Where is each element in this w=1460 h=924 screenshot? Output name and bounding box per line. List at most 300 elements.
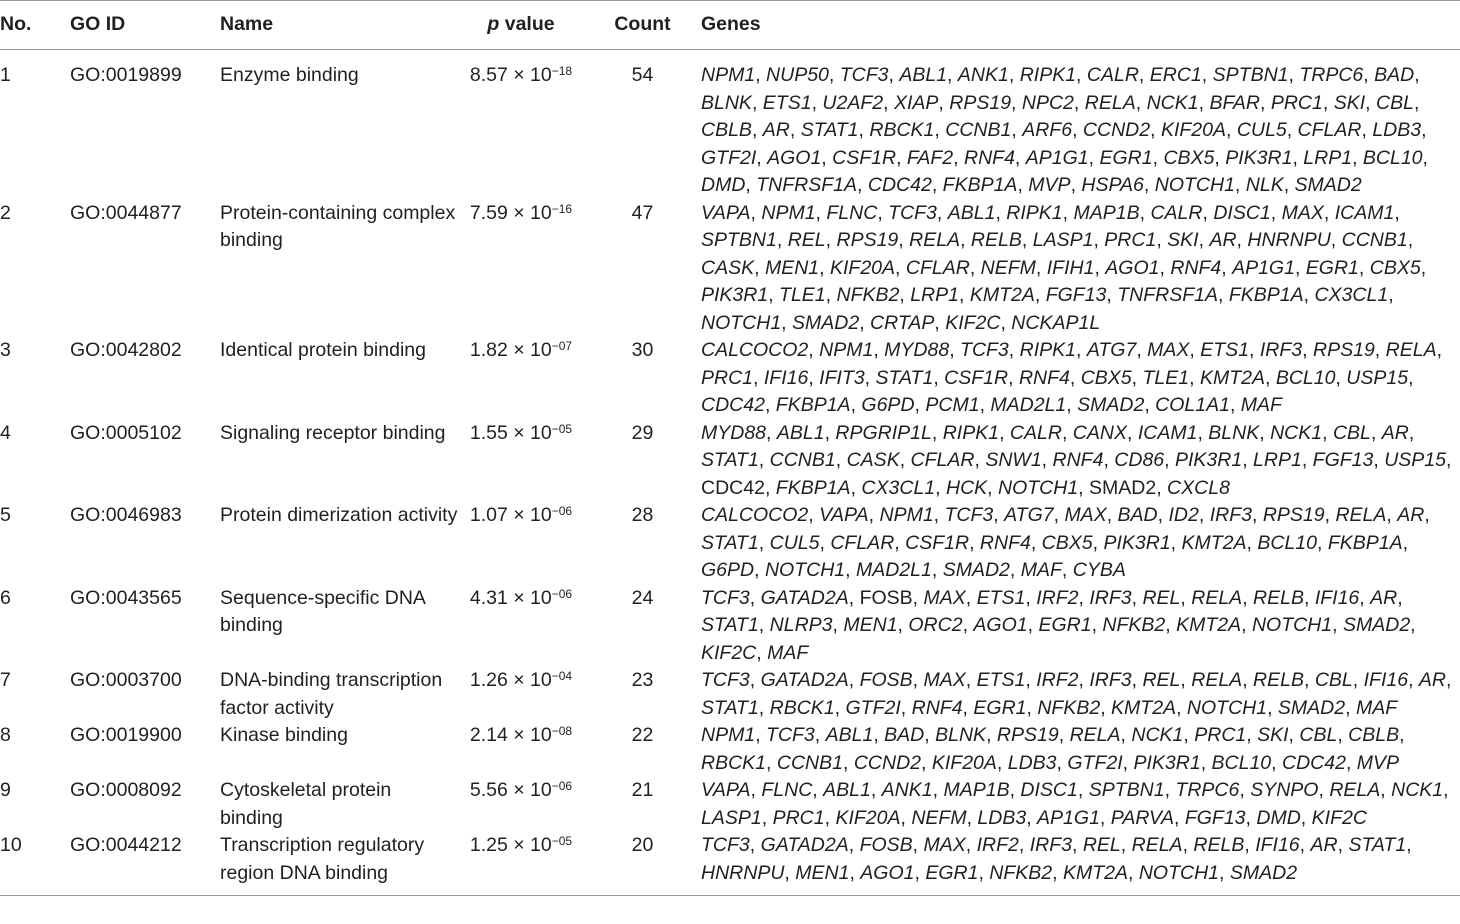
gene-symbol: ABL1	[776, 421, 825, 444]
gene-symbol: MAP1B	[943, 779, 1010, 801]
row-number: 10	[0, 832, 70, 896]
gene-symbol: RELB	[1193, 834, 1245, 856]
gene-symbol: TCF3	[944, 504, 994, 526]
gene-symbol: CYBA	[1072, 559, 1126, 581]
gene-symbol: EGR1	[925, 861, 979, 884]
p-value-exponent: −05	[551, 421, 573, 436]
gene-symbol: PIK3R1	[1133, 751, 1201, 774]
gene-symbol: NCK1	[1131, 724, 1184, 746]
gene-symbol: MAX	[923, 834, 966, 856]
gene-symbol: G6PD	[861, 394, 915, 416]
gene-symbol: AR	[1370, 586, 1398, 609]
header-name: Name	[220, 1, 458, 50]
gene-symbol: AR	[1381, 421, 1409, 444]
gene-symbol: KMT2A	[969, 284, 1035, 306]
row-name: Identical protein binding	[220, 339, 426, 361]
gene-symbol: BCL10	[1211, 751, 1272, 774]
row-count: 29	[631, 421, 654, 444]
gene-symbol: CALR	[1009, 421, 1062, 444]
gene-symbol: PIK3R1	[1103, 531, 1171, 554]
gene-symbol: EGR1	[1305, 256, 1359, 279]
row-genes: VAPA, FLNC, ABL1, ANK1, MAP1B, DISC1, SPTBN1, TRPC6, SYNPO, RELA, NCK1, LASP1, PRC1, KIF20A, NEFM, LDB3, AP1G1, PARVA, FGF13, DMD, KIF2C	[701, 779, 1449, 829]
gene-symbol: STAT1	[800, 119, 859, 141]
gene-symbol: SMAD2	[1077, 394, 1145, 416]
gene-symbol: RPGRIP1L	[835, 421, 932, 444]
row-number: 3	[0, 339, 11, 361]
gene-symbol: MAX	[1281, 201, 1324, 224]
gene-symbol: CFLAR	[910, 449, 975, 471]
gene-symbol: CFLAR	[905, 256, 970, 279]
gene-symbol: ABL1	[947, 201, 996, 224]
gene-symbol: MAX	[1064, 504, 1107, 526]
p-value-exponent: −07	[551, 339, 573, 353]
gene-symbol: RBCK1	[701, 751, 767, 774]
gene-symbol: RELA	[1084, 91, 1136, 114]
header-row	[0, 1, 1460, 50]
gene-symbol: PRC1	[701, 366, 754, 389]
gene-symbol: NPM1	[761, 201, 816, 224]
gene-symbol: REL	[1142, 586, 1181, 609]
gene-symbol: CFLAR	[830, 531, 895, 554]
gene-symbol: AR	[1418, 669, 1446, 691]
gene-symbol: CALR	[1150, 201, 1203, 224]
gene-symbol: PIK3R1	[1174, 449, 1243, 471]
gene-symbol: CX3CL1	[861, 476, 936, 499]
gene-symbol: NFKB2	[989, 861, 1053, 884]
gene-symbol: NFKB2	[836, 284, 900, 306]
row-genes: VAPA, NPM1, FLNC, TCF3, ABL1, RIPK1, MAP1B, CALR, DISC1, MAX, ICAM1, SPTBN1, REL, RPS19, RELA, RELB, LASP1, PRC1, SKI, AR, HNRNPU, CCNB1, CASK, MEN1, KIF20A, CFLAR, NEFM, IFIH1, AGO1, RNF4, AP1G1, EGR1, CBX5, PIK3R1, TLE1, NFKB2, LRP1, KMT2A, FGF13, TNFRSF1A, FKBP1A, CX3CL1, NOTCH1, SMAD2, CRTAP, KIF2C, NCKAP1L	[701, 201, 1427, 334]
gene-symbol: RIPK1	[942, 421, 1000, 444]
gene-symbol: LDB3	[977, 806, 1027, 829]
gene-symbol: TCF3	[960, 339, 1009, 361]
gene-symbol: AGO1	[1105, 256, 1160, 279]
gene-symbol: KIF20A	[931, 751, 997, 774]
gene-symbol: CSF1R	[832, 146, 897, 169]
row-name: Cytoskeletal protein binding	[220, 779, 392, 829]
row-go-id: GO:0046983	[70, 504, 182, 526]
gene-symbol: CFLAR	[1297, 119, 1362, 141]
p-value-exponent: −06	[551, 504, 573, 518]
row-number: 7	[0, 669, 11, 691]
row-count: 22	[631, 724, 654, 746]
gene-symbol: KMT2A	[1181, 531, 1247, 554]
row-p-value	[458, 420, 584, 503]
gene-symbol: ID2	[1168, 504, 1199, 526]
gene-symbol: SKI	[1167, 229, 1199, 251]
row-p-value	[458, 722, 584, 777]
gene-symbol: NOTCH1	[1138, 861, 1220, 884]
gene-symbol: PARVA	[1110, 806, 1174, 829]
gene-symbol: FKBP1A	[942, 174, 1018, 196]
gene-symbol: RELA	[1131, 834, 1183, 856]
gene-symbol: PIK3R1	[701, 284, 769, 306]
p-value-base: 2.14 × 10	[469, 724, 552, 746]
gene-symbol: BCL10	[1275, 366, 1336, 389]
gene-symbol: COL1A1	[1155, 394, 1230, 416]
row-go-id: GO:0044212	[70, 832, 220, 896]
gene-symbol: CX3CL1	[1314, 284, 1389, 306]
gene-symbol: NLRP3	[769, 614, 833, 636]
gene-symbol: REL	[1082, 834, 1121, 856]
gene-symbol: IFI16	[1255, 834, 1300, 856]
gene-symbol: ABL1	[825, 724, 874, 746]
gene-symbol: BLNK	[1208, 421, 1260, 444]
gene-symbol: CANX	[1072, 421, 1127, 444]
gene-symbol: RELA	[1191, 669, 1243, 691]
gene-symbol: IFI16	[763, 366, 809, 389]
gene-symbol: BFAR	[1209, 91, 1260, 114]
row-go-id: GO:0008092	[70, 779, 182, 801]
gene-symbol: XIAP	[893, 91, 939, 114]
table-row	[0, 722, 1460, 777]
gene-symbol: CASK	[701, 256, 755, 279]
row-p-value	[458, 50, 584, 200]
gene-symbol: RNF4	[911, 696, 963, 719]
gene-symbol: CBX5	[1163, 146, 1215, 169]
gene-symbol: NUP50	[766, 64, 829, 86]
gene-symbol: ANK1	[957, 64, 1009, 86]
gene-symbol: KIF2C	[701, 641, 757, 664]
row-genes: CALCOCO2, NPM1, MYD88, TCF3, RIPK1, ATG7, MAX, ETS1, IRF3, RPS19, RELA, PRC1, IFI16, IFIT3, STAT1, CSF1R, RNF4, CBX5, TLE1, KMT2A, BCL10, USP15, CDC42, FKBP1A, G6PD, PCM1, MAD2L1, SMAD2, COL1A1, MAF	[701, 339, 1443, 416]
gene-symbol: LASP1	[1032, 229, 1094, 251]
gene-symbol: PRC1	[1270, 91, 1323, 114]
table-row	[0, 502, 1460, 585]
gene-symbol: MAF	[1020, 559, 1062, 581]
gene-symbol: KMT2A	[1111, 696, 1177, 719]
gene-symbol: CBL	[1314, 669, 1353, 691]
gene-symbol: CUL5	[1236, 119, 1287, 141]
gene-symbol: ORC2	[908, 614, 963, 636]
gene-symbol: RIPK1	[1019, 339, 1076, 361]
gene-symbol: STAT1	[701, 696, 759, 719]
gene-symbol: NOTCH1	[1251, 614, 1333, 636]
gene-symbol: NPM1	[819, 339, 874, 361]
gene-symbol: AR	[1310, 834, 1338, 856]
gene-symbol: CCNB1	[945, 119, 1012, 141]
gene-symbol: EGR1	[1038, 614, 1092, 636]
gene-symbol: MVP	[1356, 751, 1400, 774]
row-genes: TCF3, GATAD2A, FOSB, MAX, ETS1, IRF2, IRF3, REL, RELA, RELB, CBL, IFI16, AR, STAT1, RBCK1, GTF2I, RNF4, EGR1, NFKB2, KMT2A, NOTCH1, SMAD2, MAF	[701, 669, 1452, 719]
gene-symbol: BAD	[1117, 504, 1158, 526]
gene-symbol: CBX5	[1041, 531, 1093, 554]
gene-symbol: CDC42	[701, 476, 765, 499]
table-row	[0, 585, 1460, 668]
row-count: 23	[631, 669, 654, 691]
gene-symbol: CBL	[1332, 421, 1371, 444]
gene-symbol: IRF2	[1036, 669, 1079, 691]
gene-symbol: EGR1	[1099, 146, 1153, 169]
gene-symbol: ABL1	[899, 64, 948, 86]
gene-symbol: ATG7	[1004, 504, 1054, 526]
gene-symbol: RNF4	[1018, 366, 1070, 389]
row-number: 2	[0, 201, 11, 224]
gene-symbol: USP15	[1384, 449, 1446, 471]
p-value-exponent: −06	[551, 586, 573, 601]
row-count: 28	[631, 504, 654, 526]
row-count: 47	[631, 201, 654, 224]
gene-symbol: CSF1R	[944, 366, 1009, 389]
table-body	[0, 50, 1460, 896]
gene-symbol: TCF3	[888, 201, 937, 224]
gene-symbol: STAT1	[701, 449, 759, 471]
gene-symbol: U2AF2	[822, 91, 884, 114]
gene-symbol: LRP1	[910, 284, 959, 306]
gene-symbol: TRPC6	[1299, 64, 1364, 86]
gene-symbol: FGF13	[1312, 449, 1374, 471]
gene-symbol: IFI16	[1314, 586, 1360, 609]
gene-symbol: PRC1	[1104, 229, 1157, 251]
row-count: 24	[631, 586, 654, 609]
gene-symbol: KMT2A	[1199, 366, 1265, 389]
gene-symbol: HSPA6	[1081, 174, 1144, 196]
gene-symbol: ANK1	[881, 779, 933, 801]
gene-symbol: RELA	[1385, 339, 1437, 361]
gene-symbol: MYD88	[701, 421, 767, 444]
gene-symbol: NPM1	[879, 504, 934, 526]
gene-symbol: CCND2	[1082, 119, 1151, 141]
row-number: 1	[0, 64, 11, 86]
gene-symbol: CBLB	[1348, 724, 1400, 746]
gene-symbol: TNFRSF1A	[1117, 284, 1218, 306]
gene-symbol: GTF2I	[1067, 751, 1123, 774]
gene-symbol: LASP1	[701, 806, 762, 829]
gene-symbol: ETS1	[762, 91, 812, 114]
row-name: Signaling receptor binding	[220, 421, 446, 444]
table-row	[0, 667, 1460, 722]
row-genes: TCF3, GATAD2A, FOSB, MAX, IRF2, IRF3, REL, RELA, RELB, IFI16, AR, STAT1, HNRNPU, MEN1, AGO1, EGR1, NFKB2, KMT2A, NOTCH1, SMAD2	[701, 832, 1460, 896]
gene-symbol: CDC42	[1282, 751, 1346, 774]
gene-symbol: NCK1	[1391, 779, 1444, 801]
gene-symbol: NCK1	[1146, 91, 1199, 114]
gene-symbol: TLE1	[1142, 366, 1190, 389]
row-go-id: GO:0019899	[70, 64, 182, 86]
gene-symbol: SPTBN1	[701, 229, 777, 251]
gene-symbol: BAD	[884, 724, 925, 746]
row-name: DNA-binding transcription factor activity	[220, 669, 443, 719]
gene-symbol: CXCL8	[1167, 476, 1230, 499]
gene-symbol: TNFRSF1A	[756, 174, 858, 196]
gene-symbol: FOSB	[859, 834, 913, 856]
gene-symbol: NEFM	[980, 256, 1036, 279]
gene-symbol: SMAD2	[1294, 174, 1362, 196]
row-number: 9	[0, 779, 11, 801]
gene-symbol: RNF4	[1052, 449, 1104, 471]
gene-symbol: CCNB1	[1341, 229, 1408, 251]
table-row	[0, 50, 1460, 200]
gene-symbol: SPTBN1	[1212, 64, 1289, 86]
gene-symbol: ABL1	[823, 779, 871, 801]
gene-symbol: MAP1B	[1073, 201, 1140, 224]
gene-symbol: GTF2I	[701, 146, 757, 169]
row-genes: CALCOCO2, VAPA, NPM1, TCF3, ATG7, MAX, BAD, ID2, IRF3, RPS19, RELA, AR, STAT1, CUL5, CFLAR, CSF1R, RNF4, CBX5, PIK3R1, KMT2A, BCL10, FKBP1A, G6PD, NOTCH1, MAD2L1, SMAD2, MAF, CYBA	[701, 504, 1430, 581]
gene-symbol: LRP1	[1253, 449, 1302, 471]
gene-symbol: DISC1	[1020, 779, 1078, 801]
gene-symbol: LRP1	[1303, 146, 1353, 169]
gene-symbol: IRF2	[976, 834, 1019, 856]
p-value-base: 1.07 × 10	[469, 504, 552, 526]
gene-symbol: FGF13	[1184, 806, 1246, 829]
gene-symbol: KIF2C	[1311, 806, 1367, 829]
header-go-id: GO ID	[70, 1, 220, 50]
gene-symbol: RNF4	[1170, 256, 1222, 279]
table-row	[0, 420, 1460, 503]
gene-symbol: MAD2L1	[855, 559, 932, 581]
gene-symbol: FLNC	[761, 779, 813, 801]
row-p-value	[458, 585, 584, 668]
gene-symbol: AR	[1209, 229, 1237, 251]
p-value-base: 7.59 × 10	[469, 201, 552, 224]
header-genes: Genes	[701, 1, 1460, 50]
row-number: 8	[0, 724, 11, 746]
p-value-base: 1.82 × 10	[469, 339, 552, 361]
p-value-base: 1.55 × 10	[469, 421, 552, 444]
gene-symbol: RELA	[1335, 504, 1387, 526]
gene-symbol: RPS19	[836, 229, 899, 251]
row-genes: MYD88, ABL1, RPGRIP1L, RIPK1, CALR, CANX, ICAM1, BLNK, NCK1, CBL, AR, STAT1, CCNB1, CASK, CFLAR, SNW1, RNF4, CD86, PIK3R1, LRP1, FGF13, USP15, CDC42, FKBP1A, CX3CL1, HCK, NOTCH1, SMAD2, CXCL8	[701, 421, 1452, 499]
gene-symbol: MEN1	[764, 256, 820, 279]
gene-symbol: KMT2A	[1062, 861, 1128, 884]
gene-symbol: DMD	[701, 174, 746, 196]
gene-symbol: NOTCH1	[701, 311, 782, 334]
gene-symbol: NFKB2	[1037, 696, 1101, 719]
gene-symbol: IRF3	[1089, 586, 1132, 609]
row-p-value	[458, 502, 584, 585]
gene-symbol: AGO1	[860, 861, 915, 884]
gene-symbol: KIF2C	[945, 311, 1001, 334]
gene-symbol: HNRNPU	[1247, 229, 1331, 251]
gene-symbol: PCM1	[925, 394, 980, 416]
p-value-exponent: −08	[551, 724, 573, 738]
p-value-base: 1.26 × 10	[469, 669, 552, 691]
gene-symbol: IRF3	[1259, 339, 1303, 361]
gene-symbol: RELB	[1253, 586, 1304, 609]
gene-symbol: GTF2I	[845, 696, 901, 719]
gene-symbol: ERC1	[1149, 64, 1202, 86]
p-value-exponent: −04	[551, 669, 573, 683]
row-go-id: GO:0043565	[70, 586, 182, 609]
row-p-value	[458, 777, 584, 832]
gene-symbol: IRF3	[1029, 834, 1072, 856]
gene-symbol: ARF6	[1022, 119, 1073, 141]
gene-symbol: BCL10	[1362, 146, 1423, 169]
gene-symbol: PRC1	[772, 806, 825, 829]
gene-symbol: AP1G1	[1232, 256, 1295, 279]
gene-symbol: TLE1	[779, 284, 826, 306]
gene-symbol: BCL10	[1257, 531, 1317, 554]
row-p-value	[458, 832, 584, 896]
gene-symbol: SMAD2	[1277, 696, 1346, 719]
row-p-value	[458, 337, 584, 420]
gene-symbol: SMAD2	[1342, 614, 1411, 636]
gene-symbol: RNF4	[979, 531, 1031, 554]
gene-symbol: SMAD2	[1089, 476, 1157, 499]
gene-symbol: SKI	[1333, 91, 1366, 114]
gene-symbol: CSF1R	[905, 531, 970, 554]
gene-symbol: AGO1	[767, 146, 822, 169]
p-value-base: 5.56 × 10	[469, 779, 552, 801]
gene-symbol: GATAD2A	[760, 669, 849, 691]
gene-symbol: GATAD2A	[760, 834, 849, 856]
gene-symbol: FKBP1A	[1228, 284, 1304, 306]
gene-symbol: FKBP1A	[775, 394, 851, 416]
table-header	[0, 1, 1460, 50]
gene-symbol: MVP	[1028, 174, 1071, 196]
gene-symbol: CDC42	[701, 394, 765, 416]
gene-symbol: STAT1	[701, 531, 759, 554]
row-go-id: GO:0044877	[70, 201, 182, 224]
gene-symbol: CALCOCO2	[701, 339, 809, 361]
gene-symbol: MAF	[1355, 696, 1398, 719]
row-genes: NPM1, NUP50, TCF3, ABL1, ANK1, RIPK1, CALR, ERC1, SPTBN1, TRPC6, BAD, BLNK, ETS1, U2AF2, XIAP, RPS19, NPC2, RELA, NCK1, BFAR, PRC1, SKI, CBL, CBLB, AR, STAT1, RBCK1, CCNB1, ARF6, CCND2, KIF20A, CUL5, CFLAR, LDB3, GTF2I, AGO1, CSF1R, FAF2, RNF4, AP1G1, EGR1, CBX5, PIK3R1, LRP1, BCL10, DMD, TNFRSF1A, CDC42, FKBP1A, MVP, HSPA6, NOTCH1, NLK, SMAD2	[701, 64, 1428, 196]
gene-symbol: BLNK	[701, 91, 752, 114]
gene-symbol: AGO1	[973, 614, 1028, 636]
gene-symbol: ICAM1	[1334, 201, 1395, 224]
table-row	[0, 832, 1460, 896]
gene-symbol: RELA	[1329, 779, 1381, 801]
gene-symbol: FGF13	[1045, 284, 1107, 306]
gene-symbol: IRF3	[1209, 504, 1252, 526]
gene-symbol: SYNPO	[1250, 779, 1319, 801]
gene-symbol: FOSB	[859, 586, 913, 609]
gene-symbol: AR	[1397, 504, 1425, 526]
gene-symbol: CBX5	[1369, 256, 1421, 279]
gene-symbol: FKBP1A	[1327, 531, 1403, 554]
table-row	[0, 337, 1460, 420]
gene-symbol: ETS1	[1200, 339, 1250, 361]
gene-symbol: FAF2	[906, 146, 954, 169]
gene-symbol: SPTBN1	[1088, 779, 1165, 801]
row-name: Enzyme binding	[220, 64, 359, 86]
gene-symbol: DISC1	[1213, 201, 1271, 224]
gene-symbol: TCF3	[766, 724, 815, 746]
gene-symbol: NOTCH1	[1154, 174, 1235, 196]
gene-symbol: CASK	[846, 449, 900, 471]
gene-symbol: RELA	[1191, 586, 1243, 609]
gene-symbol: CUL5	[769, 531, 820, 554]
gene-symbol: MYD88	[884, 339, 950, 361]
gene-symbol: CBLB	[701, 119, 752, 141]
gene-symbol: GATAD2A	[760, 586, 849, 609]
gene-symbol: KIF20A	[829, 256, 896, 279]
gene-symbol: BAD	[1374, 64, 1415, 86]
row-go-id: GO:0042802	[70, 339, 182, 361]
gene-symbol: RNF4	[964, 146, 1015, 169]
p-value-exponent: −16	[551, 201, 573, 216]
gene-symbol: MAD2L1	[990, 394, 1067, 416]
gene-symbol: STAT1	[701, 614, 759, 636]
gene-symbol: RPS19	[1262, 504, 1325, 526]
gene-symbol: RBCK1	[869, 119, 935, 141]
gene-symbol: ICAM1	[1137, 421, 1198, 444]
row-number: 4	[0, 421, 11, 444]
gene-symbol: MAX	[923, 586, 966, 609]
gene-symbol: MAX	[923, 669, 966, 691]
gene-symbol: NOTCH1	[1186, 696, 1268, 719]
gene-symbol: MEN1	[795, 861, 850, 884]
p-value-exponent: −18	[551, 64, 573, 78]
gene-symbol: KIF20A	[1160, 119, 1226, 141]
gene-symbol: SMAD2	[942, 559, 1010, 581]
gene-symbol: RPS19	[1313, 339, 1375, 361]
header-count: Count	[584, 1, 701, 50]
gene-symbol: PRC1	[1194, 724, 1247, 746]
row-name: Transcription regulatory region DNA binding	[220, 832, 458, 896]
gene-symbol: IFI16	[1363, 669, 1409, 691]
gene-symbol: CBX5	[1080, 366, 1132, 389]
gene-symbol: IRF2	[1036, 586, 1079, 609]
gene-symbol: MAF	[767, 641, 809, 664]
gene-symbol: FOSB	[859, 669, 913, 691]
